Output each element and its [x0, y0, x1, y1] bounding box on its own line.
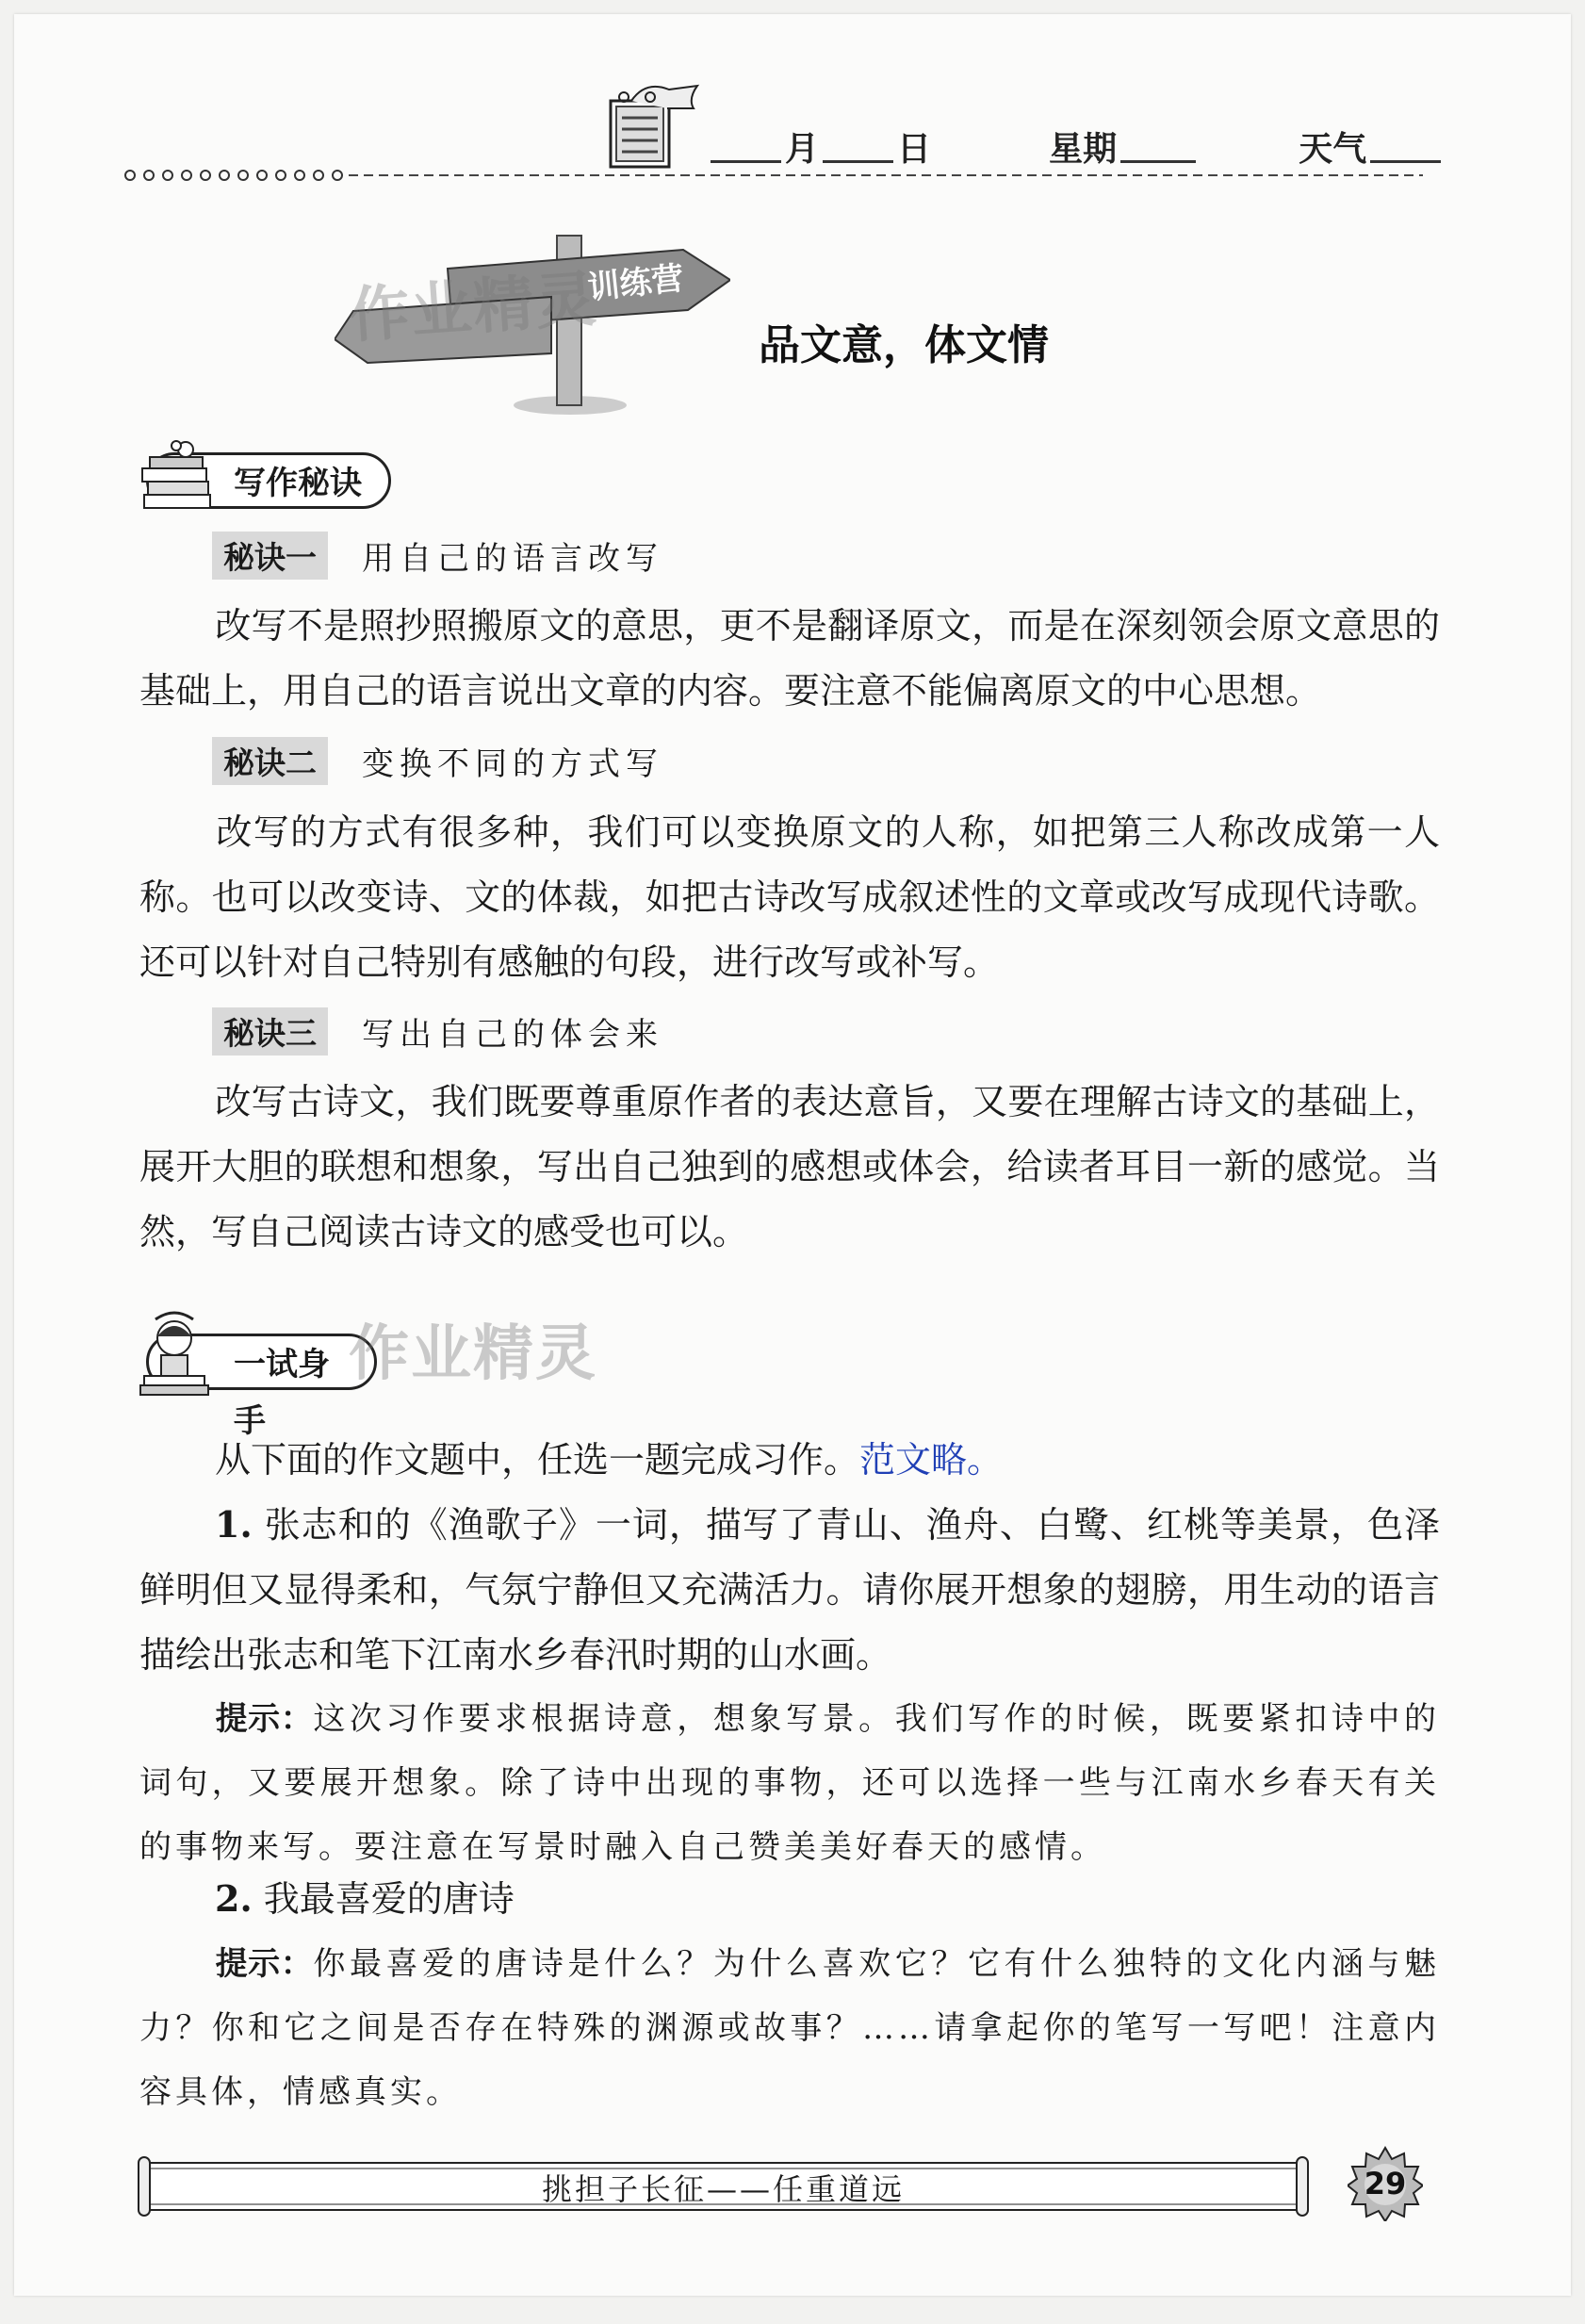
- day-label: 日: [897, 130, 932, 169]
- secret-1: [212, 532, 663, 578]
- calendar-icon: [603, 80, 707, 174]
- paragraph: 改写古诗文，我们既要尊重原作者的表达意旨，又要在理解古诗文的基础上，展开大胆的联想和想象，写出自己独到的感想或体会，给读者耳目一新的感觉。当然，写自己阅读古诗文的感受也可以。: [139, 1081, 1440, 1252]
- secret-heading: 变换不同的方式写: [362, 745, 663, 783]
- weather-label: 天气: [1299, 130, 1367, 169]
- question-number: 2.: [215, 1877, 253, 1920]
- intro-paragraph: 从下面的作文题中，任选一题完成习作。范文略。: [215, 1439, 1004, 1481]
- page-number: 29: [1364, 2166, 1407, 2201]
- section-tag-try-it: 一试身手: [146, 1334, 377, 1390]
- secret-label: 秘诀一: [212, 532, 328, 580]
- secret-heading: 用自己的语言改写: [362, 539, 663, 578]
- books-icon: [137, 438, 221, 523]
- tip-label: 提示：: [215, 1700, 314, 1738]
- date-line: [707, 123, 1445, 171]
- secret-label: 秘诀二: [212, 737, 328, 785]
- secret-label: 秘诀三: [212, 1007, 328, 1056]
- footer-slogan: 挑担子长征——任重道远: [541, 2171, 905, 2207]
- workbook-page: [14, 14, 1571, 2296]
- month-label: 月: [785, 130, 820, 169]
- page-title: 品文意，体文情: [759, 321, 1049, 369]
- question-2: 2. 我最喜爱的唐诗: [215, 1877, 515, 1920]
- section-tag-writing-tips: 写作秘诀: [146, 452, 391, 509]
- secret-heading: 写出自己的体会来: [362, 1015, 663, 1054]
- paragraph: 改写的方式有很多种，我们可以变换原文的人称，如把第三人称改成第一人称。也可以改变诗、文的体裁，如把古诗改写成叙述性的文章或改写成现代诗歌。还可以针对自己特别有感触的句段，进行改写或补写。: [139, 811, 1440, 983]
- question-number: 1.: [215, 1503, 253, 1546]
- weekday-label: 星期: [1049, 130, 1118, 169]
- tip-label: 提示：: [215, 1945, 314, 1983]
- question-1: 1. 张志和的《渔歌子》一词，描写了青山、渔舟、白鹭、红桃等美景，色泽鲜明但又显得柔和，气氛宁静但又充满活力。请你展开想象的翅膀，用生动的语言描绘出张志和笔下江南水乡春汛时期的山水画。: [139, 1503, 1440, 1676]
- girl-reading-icon: [137, 1310, 212, 1404]
- secret-3: [212, 1008, 663, 1054]
- tip-2: 提示：你最喜爱的唐诗是什么？为什么喜欢它？它有什么独特的文化内涵与魅力？你和它之间是否存在特殊的渊源或故事？……请拿起你的笔写一写吧！注意内容具体，情感真实。: [139, 1945, 1441, 2111]
- answer-note: 范文略。: [859, 1439, 1004, 1481]
- watermark: 作业精灵: [347, 264, 600, 352]
- paragraph: 改写不是照抄照搬原文的意思，更不是翻译原文，而是在深刻领会原文意思的基础上，用自己的语言说出文章的内容。要注意不能偏离原文的中心思想。: [139, 605, 1440, 712]
- signpost-text: 训练营: [585, 259, 686, 307]
- watermark: 作业精灵: [349, 1319, 597, 1389]
- tip-1: 提示：这次习作要求根据诗意，想象写景。我们写作的时候，既要紧扣诗中的词句，又要展开想象。除了诗中出现的事物，还可以选择一些与江南水乡春天有关的事物来写。要注意在写景时融入自己赞美美好春天的感情。: [139, 1700, 1441, 1866]
- secret-2: [212, 738, 663, 783]
- header-divider: [123, 169, 1423, 182]
